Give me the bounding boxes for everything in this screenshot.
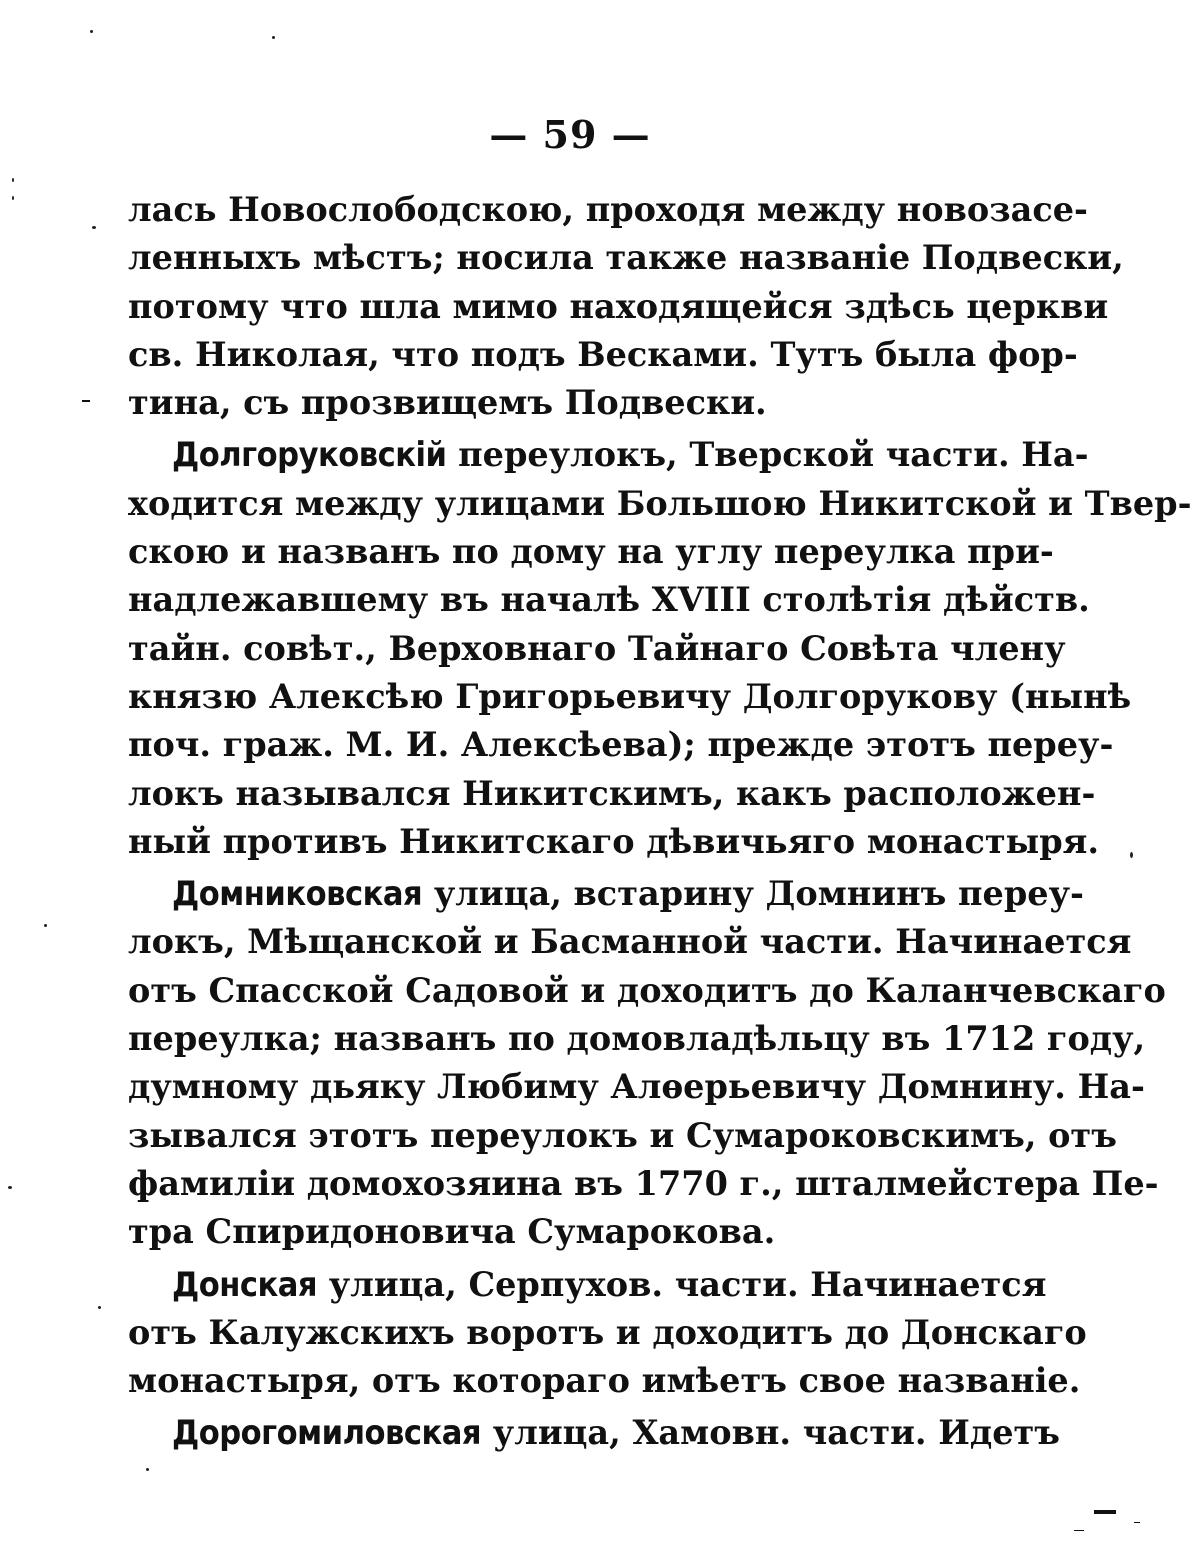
text-line: потому что шла мимо находящейся здѣсь церкви	[128, 286, 1109, 326]
text-line: тина, съ прозвищемъ Подвески.	[128, 383, 767, 423]
scan-speck	[1130, 852, 1133, 858]
entry-first-line	[128, 1409, 1061, 1457]
page-number: — 59 —	[489, 112, 651, 157]
text-line: отъ Калужскихъ воротъ и доходитъ до Донскаго	[128, 1312, 1087, 1352]
text-line: лась Новослободскою, проходя между новозасе-	[128, 190, 1088, 229]
entry-first-line-text: улица, Хамовн. части. Идетъ	[492, 1413, 1061, 1453]
text-line: скою и названъ по дому на углу переулка при-	[128, 532, 1054, 572]
scan-speck	[90, 30, 93, 33]
text-line: тайн. совѣт., Верховнаго Тайнаго Совѣта члену	[128, 628, 1066, 668]
scan-speck	[12, 178, 14, 182]
entry-first-line-text: переулокъ, Тверской части. На-	[458, 435, 1089, 475]
entry-headword: Донская	[172, 1264, 318, 1305]
text-line: ленныхъ мѣстъ; носила также названіе Подвески,	[128, 238, 1124, 278]
margin-mark	[82, 400, 90, 402]
text-line: думному дьяку Любиму Алѳерьевичу Домнину. На-	[128, 1067, 1145, 1107]
text-line: ходится между улицами Большою Никитской и Твер-	[128, 483, 1192, 523]
entry-first-line	[128, 431, 1089, 479]
text-line: ный противъ Никитскаго дѣвичьяго монастыря.	[128, 821, 1100, 861]
text-line: надлежавшему въ началѣ XVIII столѣтія дѣйств.	[128, 580, 1090, 620]
entry-first-line	[128, 1261, 1047, 1309]
entry-first-line-text: улица, Серпухов. части. Начинается	[328, 1264, 1047, 1304]
text-line: фамиліи домохозяина въ 1770 г., шталмейстера Пе-	[128, 1163, 1159, 1203]
entry-first-line-text: улица, встарину Домнинъ переу-	[433, 874, 1084, 914]
scan-speck	[44, 924, 47, 927]
margin-mark	[1134, 1522, 1140, 1523]
scan-speck	[272, 36, 275, 39]
text-line: князю Алексѣю Григорьевичу Долгорукову (нынѣ	[128, 676, 1132, 716]
text-line: отъ Спасской Садовой и доходитъ до Каланчевскаго	[128, 970, 1166, 1010]
scan-speck	[12, 196, 14, 200]
entry-headword: Долгоруковскій	[172, 435, 447, 476]
body-text	[128, 186, 1192, 1458]
entry-headword: Дорогомиловская	[172, 1413, 482, 1454]
text-line: св. Николая, что подъ Весками. Тутъ была фор-	[128, 334, 1078, 374]
text-line: переулка; названъ по домовладѣльцу въ 1712 году,	[128, 1019, 1146, 1059]
text-line: локъ назывался Никитскимъ, какъ расположен-	[128, 773, 1096, 813]
text-line: локъ, Мѣщанской и Басманной части. Начинается	[128, 922, 1132, 962]
text-line: тра Спиридоновича Сумарокова.	[128, 1212, 776, 1252]
scan-speck	[92, 226, 96, 229]
margin-mark	[1074, 1530, 1084, 1531]
entry-first-line	[128, 870, 1084, 918]
margin-mark	[1094, 1510, 1116, 1514]
scan-speck	[98, 1306, 101, 1309]
scan-speck	[8, 1186, 12, 1189]
scan-speck	[146, 1468, 149, 1471]
text-line: монастыря, отъ котораго имѣетъ свое названіе.	[128, 1361, 1081, 1401]
entry-headword: Домниковская	[172, 874, 423, 915]
text-line: зывался этотъ переулокъ и Сумароковскимъ, отъ	[128, 1115, 1117, 1155]
text-line: поч. граж. М. И. Алексѣева); прежде этотъ переу-	[128, 725, 1114, 765]
